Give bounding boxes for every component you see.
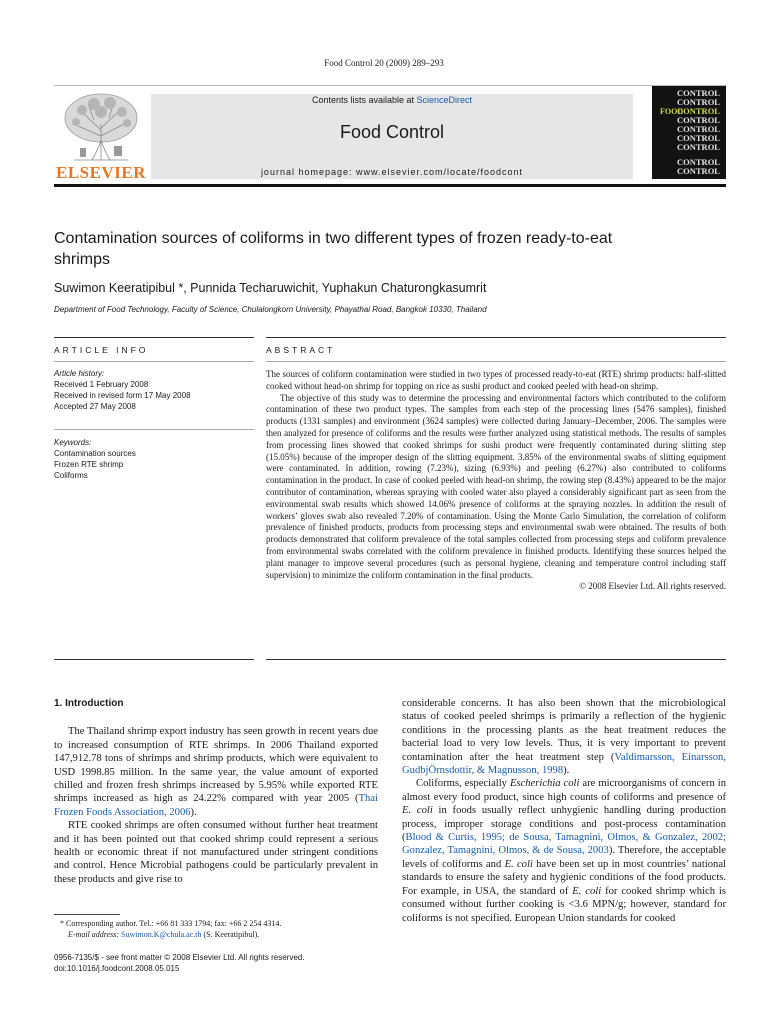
- species-name: E. coli: [504, 858, 533, 870]
- corresponding-author: * Corresponding author. Tel.: +66 81 333 1794; fax: +66 2 254 4314.: [60, 919, 282, 928]
- issn-doi: [54, 952, 454, 974]
- keywords-label: Keywords:: [54, 438, 92, 447]
- contents-prefix: Contents lists available at: [311, 95, 417, 105]
- article-history: [54, 368, 254, 412]
- journal-reference: Food Control 20 (2009) 289–293: [324, 58, 444, 68]
- email-label: E-mail address:: [68, 930, 122, 939]
- history-label: Article history:: [54, 369, 105, 378]
- abstract-paragraph: The sources of coliform contamination were studied in two types of processed ready-to-eat (RTE) shrimp products: half-slitted cooked without head-on shrimp for topping on rice as sushi product and cooked peeled with head-on shrimp.: [266, 369, 726, 391]
- abstract-rule: [266, 361, 726, 362]
- email-suffix: (S. Keeratipibul).: [201, 930, 260, 939]
- citation-link[interactable]: Thai Frozen Foods Association, 2006: [54, 793, 378, 818]
- issn-line: 0956-7135/$ - see front matter © 2008 Elsevier Ltd. All rights reserved.: [54, 953, 305, 962]
- body-text: for cooked shrimp which is consumed without further cooking is <3.6 MPN/g; however, standard for coliforms is not specified. European Union standards for cooked: [402, 885, 726, 924]
- section-heading: 1. Introduction: [54, 698, 124, 709]
- keyword: Frozen RTE shrimp: [54, 460, 124, 469]
- cover-line: CONTROL: [677, 88, 720, 98]
- citation-link[interactable]: Valdimarsson, Einarsson, GudbjÖrnsdottir, & Magnusson, 1998: [402, 751, 727, 777]
- header-rule-bottom: [54, 184, 726, 187]
- cover-line: CONTROL: [677, 157, 720, 167]
- history-item: Accepted 27 May 2008: [54, 402, 136, 411]
- email-link[interactable]: Suwimon.K@chula.ac.th: [121, 930, 202, 939]
- keyword: Coliforms: [54, 471, 88, 480]
- history-item: Received in revised form 17 May 2008: [54, 391, 191, 400]
- species-name: E. coli: [572, 885, 602, 897]
- keywords-rule: [54, 429, 254, 430]
- species-name: E. coli: [402, 805, 433, 817]
- abstract-rule-top: [266, 337, 726, 338]
- body-paragraph: RTE cooked shrimps are often consumed without further heat treatment and it has been pointed out that cooked shrimp could represent a serious health or economic threat if not manufactured under stringent conditions and control. Hence Microbial pathogens could be particularly prevalent in these products and give rise to: [54, 820, 378, 885]
- keyword: Contamination sources: [54, 449, 136, 458]
- cover-line: CONTROL: [677, 124, 720, 134]
- info-rule: [54, 361, 254, 362]
- body-text: considerable concerns. It has also been shown that the microbiological status of cooked peeled shrimps is primarily a reflection of the hygienic conditions in the processing plants as the heat treatment reduces the bacterial load to very low levels. Thus, it is very important to prevent contamination after the heat treatment step (: [402, 698, 726, 763]
- journal-homepage[interactable]: journal homepage: www.elsevier.com/locate/foodcont: [260, 167, 524, 177]
- publisher-name: ELSEVIER: [56, 163, 146, 182]
- author-list: Suwimon Keeratipibul *, Punnida Techaruwichit, Yuphakun Chaturongkasumrit: [54, 281, 487, 295]
- copyright-line: © 2008 Elsevier Ltd. All rights reserved.: [579, 581, 726, 592]
- body-text: The Thailand shrimp export industry has seen growth in recent years due to increased consumption of RTE shrimps. In 2006 Thailand exported 147,912.78 tons of shrimps and shrimp products, which were equivalent to USD 1998.85 million. In the same year, the value amount of exported chilled and frozen fresh shrimps increased by 5.95% while exported RTE shrimps increased as high as 24.22% compared with year 2005 (: [54, 726, 378, 805]
- footnote-rule: [54, 914, 120, 915]
- body-text: are microorganisms of concern in almost every food product, since high counts of coliforms and presence of: [402, 778, 726, 803]
- contents-availability: [151, 95, 633, 105]
- article-title: Contamination sources of coliforms in two different types of frozen ready-to-eat shrimps: [54, 230, 613, 268]
- body-text: ).: [563, 765, 570, 777]
- abstract-heading: ABSTRACT: [266, 345, 336, 355]
- cover-line: CONTROL: [677, 106, 720, 116]
- body-right-column: [402, 697, 726, 925]
- species-name: Escherichia coli: [509, 778, 580, 790]
- body-paragraph: [54, 725, 378, 819]
- body-left-column: [54, 697, 378, 886]
- body-text: in foods usually reflect unhygienic handling during production process, improper storage conditions and post-process contamination (: [402, 805, 727, 844]
- citation-link[interactable]: Blood & Curtis, 1995; de Sousa, Tamagnini, Olmos, & Gonzalez, 2002; Gonzalez, Tamagnini, Olmos, & de Sousa, 2003: [402, 832, 726, 857]
- journal-cover: [652, 86, 726, 179]
- history-item: Received 1 February 2008: [54, 380, 149, 389]
- cover-food-label: FOOD: [660, 107, 684, 116]
- info-rule-top: [54, 337, 254, 338]
- body-text: ). Therefore, the acceptable levels of coliforms and: [402, 845, 726, 870]
- header-rule-top: [54, 85, 726, 86]
- cover-line: CONTROL: [677, 142, 720, 152]
- abstract-paragraph: The objective of this study was to determine the processing and environmental factors which contributed to the coliform contamination of these two product types. The samples from each step of the processing lines (5476 samples), finished products (1331 samples) and environment (3624 samples) were collected during January–December, 2006. The samples were then analyzed for presence of coliforms and the results were further analyzed using statistical methods. The results of samples from processing lines showed that cooked shrimps for sushi product were frequently contaminated during slitting step (15.05%) because of the improper design of the slitting equipment. 3.85% of the environmental swabs of slitting equipment were contaminated. In addition, rowing (7.23%), sizing (6.93%) and peeling (6.27%) also contributed to coliforms contamination in the product. In case of cooked peeled with head-on shrimp, the rowing step (8.43%) appeared to be the major contributor of contamination, whereas spraying with cooled water also played a considerably significant part as seen from the environmental swab results which showed 14.06% presence of coliforms at the spraying nozzles. In addition the result of workers’ gloves swab also revealed 7.20% of contamination. Using the Monte Carlo Simulation, the correlation of coliform prevalence of finished products, products from processing steps and environmental swab were obtained. The results of both products demonstrated that coliform prevalence of the total samples collected from processing steps and coliform prevalence from environmental swabs correlated with the coliform prevalence in finished products. Identifying these sources helped the plant manager to improve several procedures (such as personal hygiene, cleaning and temperature control including staff supervision) to minimize the coliform contamination in the final products.: [266, 392, 726, 580]
- doi-line: doi:10.1016/j.foodcont.2008.05.015: [54, 964, 180, 973]
- sciencedirect-link[interactable]: ScienceDirect: [416, 95, 473, 105]
- journal-title: Food Control: [339, 122, 445, 142]
- body-text: ).: [190, 806, 197, 818]
- body-paragraph: [402, 777, 726, 924]
- cover-line: CONTROL: [677, 133, 720, 143]
- abstract-text: [266, 369, 726, 593]
- affiliation: Department of Food Technology, Faculty of Science, Chulalongkorn University, Phayathai Road, Bangkok 10330, Thailand: [54, 305, 487, 314]
- cover-line: CONTROL: [677, 115, 720, 125]
- info-rule-bottom: [54, 659, 254, 660]
- body-paragraph: [402, 697, 726, 777]
- article-info-heading: ARTICLE INFO: [54, 345, 149, 355]
- abstract-rule-bottom: [266, 659, 726, 660]
- tree-icon: [54, 90, 148, 164]
- footnote: [60, 918, 380, 940]
- body-text: have been set up in most countries’ national standards to ensure the safety and hygienic conditions of the food products. For example, in USA, the standard of: [402, 858, 727, 897]
- cover-line: CONTROL: [677, 166, 720, 176]
- keywords: [54, 437, 254, 481]
- cover-line: CONTROL: [677, 97, 720, 107]
- body-text: Coliforms, especially: [416, 778, 510, 790]
